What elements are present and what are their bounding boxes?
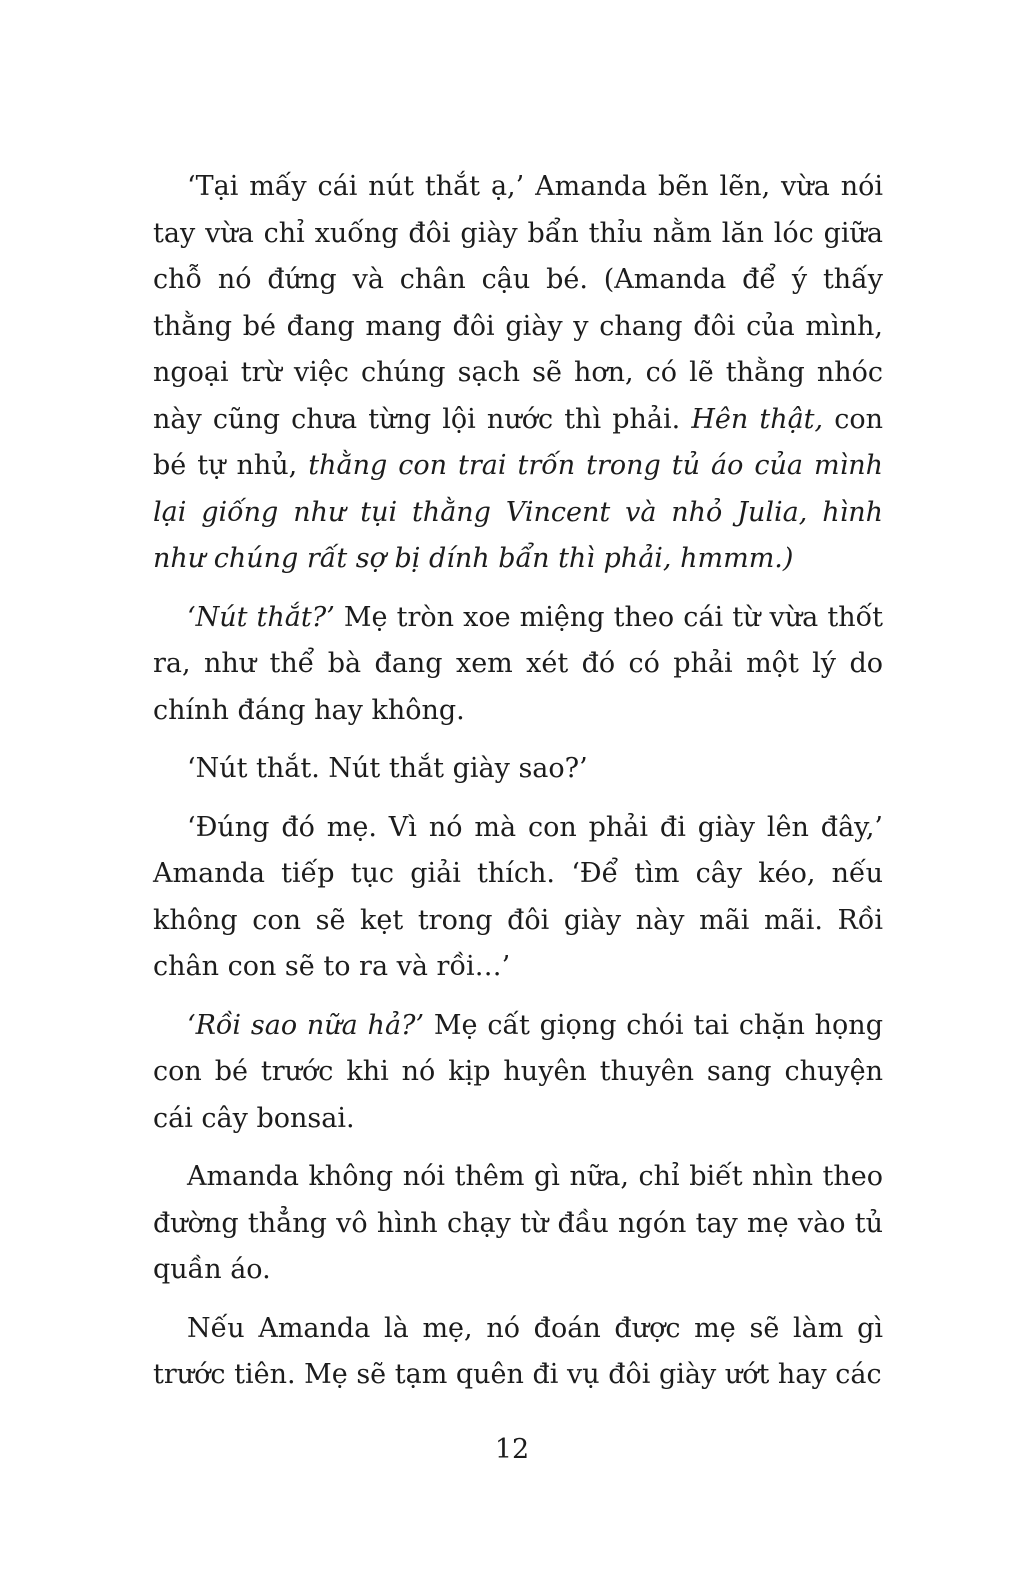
text-segment: Mẹ tròn xoe miệng theo cái từ vừa thốt ra, như thể bà đang xem xét đó có phải một lý do chính đáng hay không.	[153, 601, 883, 726]
italic-segment: Hên thật,	[691, 403, 824, 435]
paragraph	[153, 595, 883, 735]
text-segment: Nếu Amanda là mẹ, nó đoán được mẹ sẽ làm gì trước tiên. Mẹ sẽ tạm quên đi vụ đôi giày ướt hay các	[153, 1312, 883, 1390]
paragraph	[153, 746, 883, 793]
text-segment: ‘Tại mấy cái nút thắt ạ,’ Amanda bẽn lẽn, vừa nói tay vừa chỉ xuống đôi giày bẩn thỉu nằm lăn lóc giữa chỗ nó đứng và chân cậu bé. (Amanda để ý thấy thằng bé đang mang đôi giày y chang đôi của mình, ngoại trừ việc chúng sạch sẽ hơn, có lẽ thằng nhóc này cũng chưa từng lội nước thì phải.	[153, 171, 883, 435]
italic-segment: ‘Nút thắt?’	[187, 601, 335, 633]
page-number: 12	[494, 1434, 530, 1465]
paragraph	[153, 164, 883, 583]
paragraph	[153, 1003, 883, 1143]
italic-segment: thằng con trai trốn trong tủ áo của mình lại giống như tụi thằng Vincent và nhỏ Julia, hình như chúng rất sợ bị dính bẩn thì phải, hmmm.)	[153, 450, 883, 574]
page-body	[153, 164, 883, 1411]
paragraph	[153, 1306, 883, 1399]
paragraph	[153, 1154, 883, 1294]
text-segment: Mẹ cất giọng chói tai chặn họng con bé trước khi nó kịp huyên thuyên sang chuyện cái cây bonsai.	[153, 1009, 883, 1134]
text-segment: ‘Đúng đó mẹ. Vì nó mà con phải đi giày lên đây,’ Amanda tiếp tục giải thích. ‘Để tìm cây kéo, nếu không con sẽ kẹt trong đôi giày này mãi mãi. Rồi chân con sẽ to ra và rồi…’	[153, 811, 883, 982]
text-segment: ‘Nút thắt. Nút thắt giày sao?’	[187, 753, 588, 784]
paragraph	[153, 805, 883, 991]
text-segment: con bé tự nhủ,	[153, 403, 884, 481]
italic-segment: ‘Rồi sao nữa hả?’	[187, 1009, 425, 1041]
text-segment: Amanda không nói thêm gì nữa, chỉ biết nhìn theo đường thẳng vô hình chạy từ đầu ngón tay mẹ vào tủ quần áo.	[153, 1161, 883, 1285]
